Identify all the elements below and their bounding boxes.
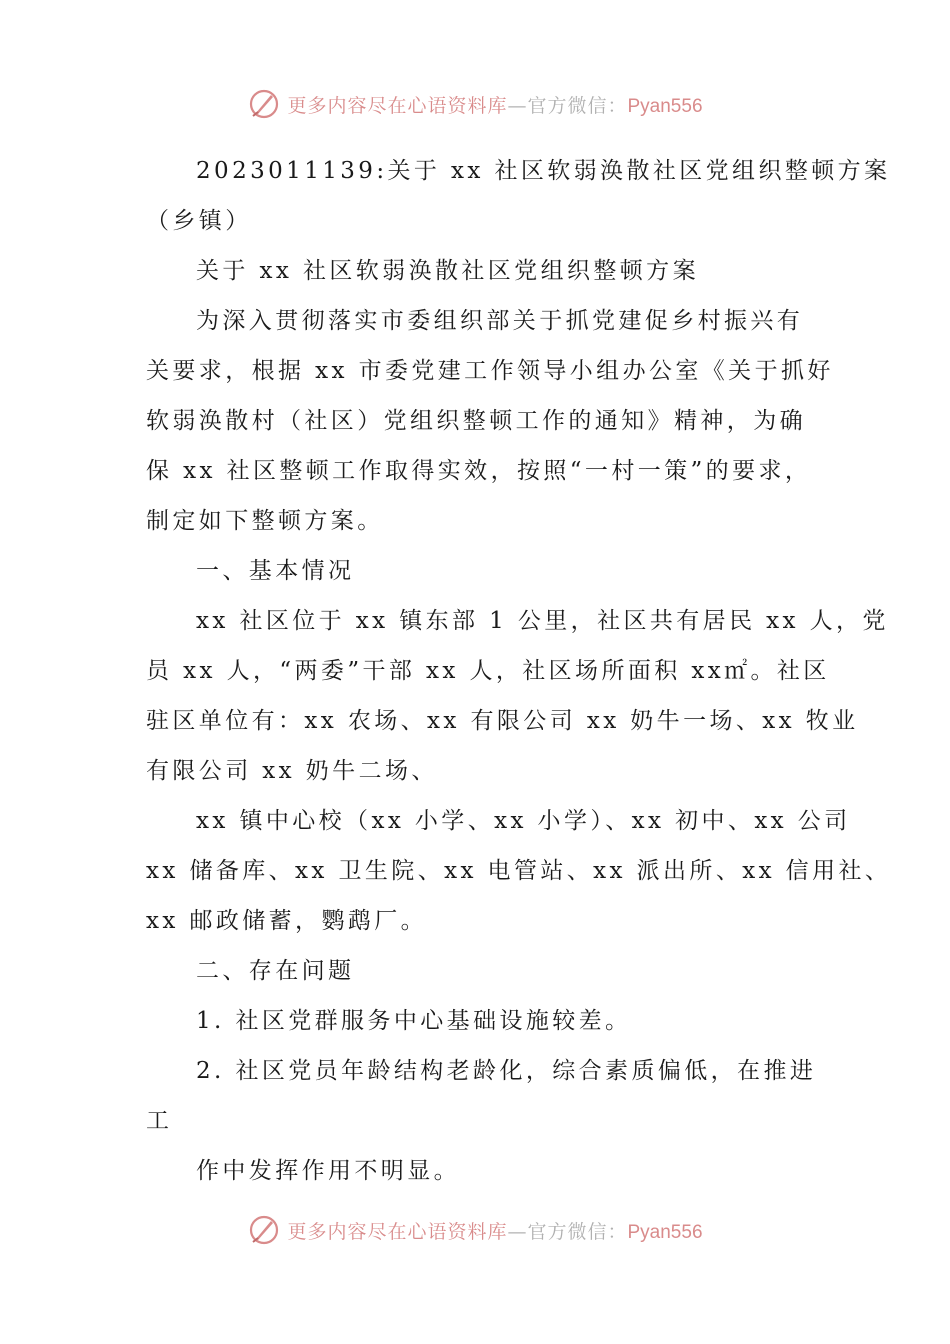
- watermark-dash: —: [507, 1220, 528, 1243]
- document-body: [146, 146, 892, 1196]
- watermark-text: [287, 91, 702, 118]
- text-line: 2. 社区党员年龄结构老龄化，综合素质偏低，在推进: [196, 1058, 817, 1084]
- watermark-wechat-id: Pyan556: [627, 1221, 703, 1243]
- text-line: 有限公司 xx 奶牛二场、: [146, 758, 438, 784]
- watermark-wechat-id: Pyan556: [627, 95, 703, 117]
- watermark-header: [0, 84, 950, 124]
- text-line: 软弱涣散村（社区）党组织整顿工作的通知》精神，为确: [146, 408, 806, 434]
- watermark-main: 更多内容尽在心语资料库: [287, 94, 508, 117]
- text-line: （乡镇）: [146, 208, 252, 234]
- text-line: 作中发挥作用不明显。: [196, 1158, 460, 1184]
- quill-pen-logo-icon: [247, 1213, 281, 1247]
- text-line: 制定如下整顿方案。: [146, 508, 384, 534]
- watermark-main: 更多内容尽在心语资料库: [287, 1220, 508, 1243]
- text-line: 二、存在问题: [196, 958, 355, 984]
- watermark-wechat-label: 官方微信：: [527, 94, 628, 117]
- watermark-footer: [0, 1210, 950, 1250]
- watermark-wechat-label: 官方微信：: [527, 1220, 628, 1243]
- text-line: 1. 社区党群服务中心基础设施较差。: [196, 1008, 632, 1034]
- watermark-text: [287, 1217, 702, 1244]
- text-line: xx 邮政储蓄，鹦鹉厂。: [146, 908, 428, 934]
- text-line: 为深入贯彻落实市委组织部关于抓党建促乡村振兴有: [196, 308, 804, 334]
- text-line: 一、基本情况: [196, 558, 355, 584]
- text-line: 关于 xx 社区软弱涣散社区党组织整顿方案: [196, 258, 699, 284]
- text-line: xx 储备库、xx 卫生院、xx 电管站、xx 派出所、xx 信用社、: [146, 858, 892, 884]
- text-line: 关要求，根据 xx 市委党建工作领导小组办公室《关于抓好: [146, 358, 834, 384]
- text-line: xx 社区位于 xx 镇东部 1 公里，社区共有居民 xx 人，党: [196, 608, 889, 634]
- text-line: 工: [146, 1108, 173, 1134]
- text-line: xx 镇中心校（xx 小学、xx 小学）、xx 初中、xx 公司: [196, 808, 851, 834]
- text-line: 保 xx 社区整顿工作取得实效，按照“一村一策”的要求，: [146, 458, 812, 484]
- text-line: 员 xx 人，“两委”干部 xx 人，社区场所面积 xx㎡。社区: [146, 658, 830, 684]
- watermark-dash: —: [507, 94, 528, 117]
- quill-pen-logo-icon: [247, 87, 281, 121]
- text-line: 2023011139:关于 xx 社区软弱涣散社区党组织整顿方案: [196, 158, 891, 184]
- text-line: 驻区单位有：xx 农场、xx 有限公司 xx 奶牛一场、xx 牧业: [146, 708, 859, 734]
